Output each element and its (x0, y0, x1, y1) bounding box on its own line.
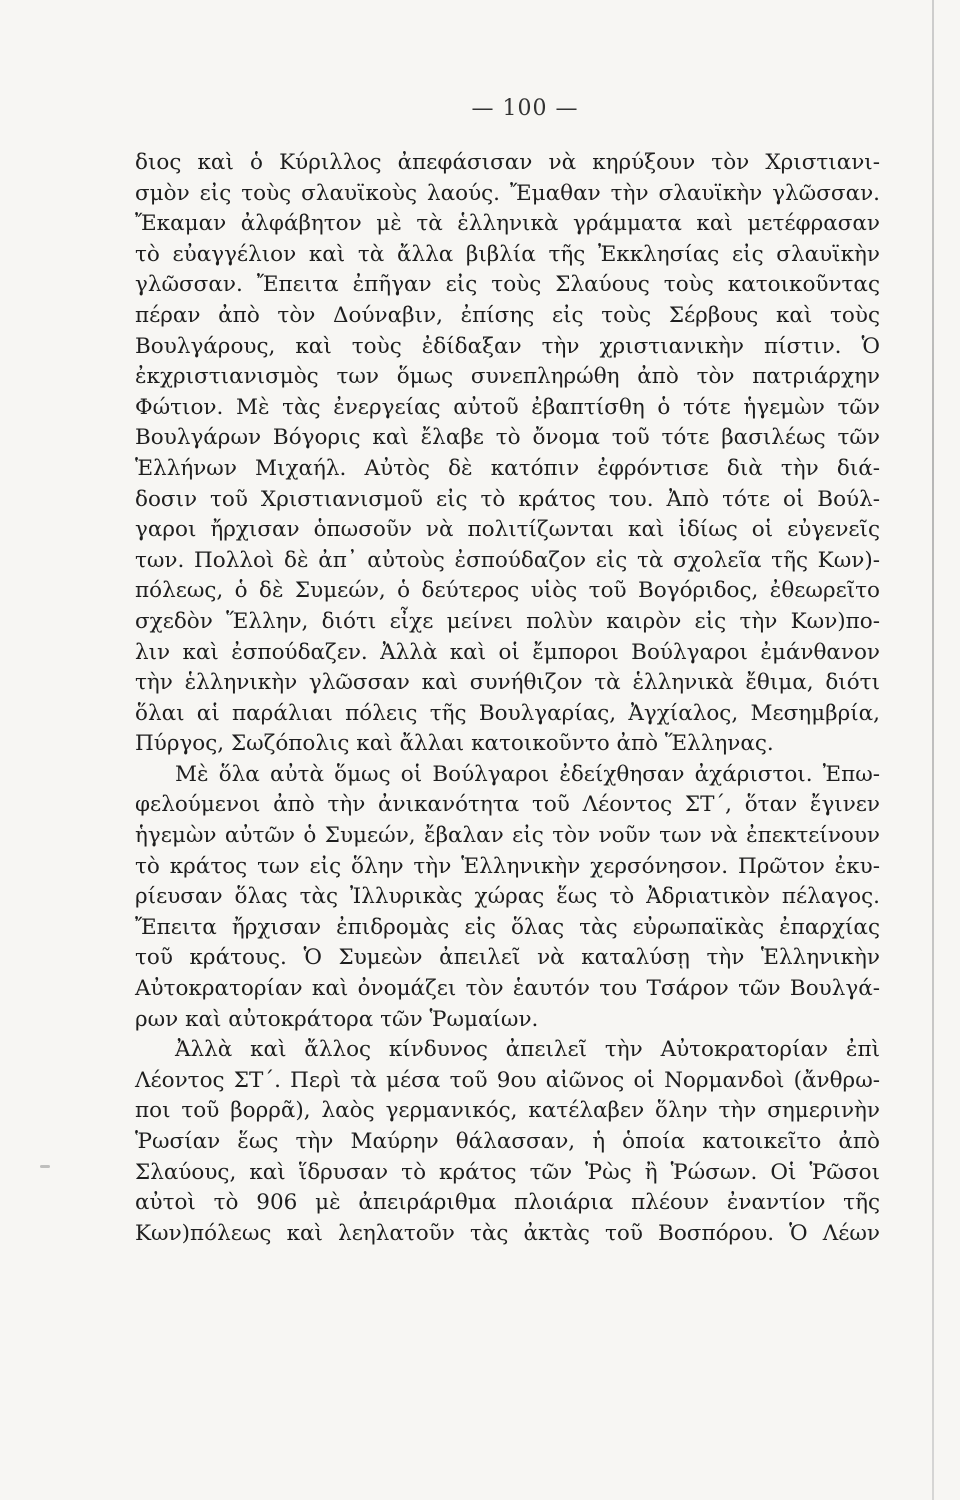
text-line: γλῶσσαν. Ἔπειτα ἐπῆγαν εἰς τοὺς Σλαύους τοὺς κατοικοῦντας (135, 272, 880, 298)
text-line: Βουλγάρους, καὶ τοὺς ἐδίδαξαν τὴν χριστιανικὴν πίστιν. Ὁ (135, 333, 880, 359)
ink-speck (40, 1165, 50, 1168)
page-number: — 100 — (471, 96, 579, 121)
text-line: πέραν ἀπὸ τὸν Δούναβιν, ἐπίσης εἰς τοὺς Σέρβους καὶ τοὺς (135, 302, 880, 328)
text-line: Βουλγάρων Βόγορις καὶ ἔλαβε τὸ ὄνομα τοῦ τότε βασιλέως τῶν (135, 425, 880, 451)
text-line: σμὸν εἰς τοὺς σλαυϊκοὺς λαούς. Ἔμαθαν τὴν σλαυϊκὴν γλῶσσαν. (135, 180, 880, 206)
text-line: Ἔκαμαν ἀλφάβητον μὲ τὰ ἑλληνικὰ γράμματα καὶ μετέφρασαν (135, 211, 880, 237)
text-line: λιν καὶ ἐσπούδαζεν. Ἀλλὰ καὶ οἱ ἔμποροι Βούλγαροι ἐμάνθανον (135, 639, 880, 665)
text-line: δοσιν τοῦ Χριστιανισμοῦ εἰς τὸ κράτος του. Ἀπὸ τότε οἱ Βούλ- (135, 486, 880, 512)
text-line: αὐτοὶ τὸ 906 μὲ ἀπειράριθμα πλοιάρια πλέουν ἐναντίον τῆς (135, 1190, 880, 1216)
text-line: τοῦ κράτους. Ὁ Συμεὼν ἀπειλεῖ νὰ καταλύσῃ τὴν Ἑλληνικὴν (135, 945, 880, 971)
text-line: φελούμενοι ἀπὸ τὴν ἀνικανότητα τοῦ Λέοντος ΣΤ΄, ὅταν ἔγινεν (135, 792, 880, 818)
text-line: Κων)πόλεως καὶ λεηλατοῦν τὰς ἀκτὰς τοῦ Βοσπόρου. Ὁ Λέων (135, 1220, 880, 1246)
text-line: Σλαύους, καὶ ἵδρυσαν τὸ κράτος τῶν Ῥὼς ἢ Ῥώσων. Οἱ Ῥῶσοι (135, 1159, 880, 1185)
text-line: ποι τοῦ βορρᾶ), λαὸς γερμανικός, κατέλαβεν ὅλην τὴν σημερινὴν (135, 1098, 880, 1124)
text-line: ρίευσαν ὅλας τὰς Ἰλλυρικὰς χώρας ἕως τὸ Ἀδριατικὸν πέλαγος. (135, 884, 880, 910)
text-line: τὸ εὐαγγέλιον καὶ τὰ ἄλλα βιβλία τῆς Ἐκκλησίας εἰς σλαυϊκὴν (135, 241, 880, 267)
text-line: ἐκχριστιανισμὸς των ὅμως συνεπληρώθη ἀπὸ τὸν πατριάρχην (135, 364, 880, 390)
text-line: Ἔπειτα ἤρχισαν ἐπιδρομὰς εἰς ὅλας τὰς εὐρωπαϊκὰς ἐπαρχίας (135, 914, 880, 940)
text-line: Ἀλλὰ καὶ ἄλλος κίνδυνος ἀπειλεῖ τὴν Αὐτοκρατορίαν ἐπὶ (175, 1037, 880, 1063)
body-text (135, 148, 880, 1249)
text-line: ἡγεμὼν αὐτῶν ὁ Συμεών, ἔβαλαν εἰς τὸν νοῦν των νὰ ἐπεκτείνουν (135, 823, 880, 849)
text-line: Ῥωσίαν ἕως τὴν Μαύρην θάλασσαν, ἡ ὁποία κατοικεῖτο ἀπὸ (135, 1129, 880, 1154)
text-line: πόλεως, ὁ δὲ Συμεών, ὁ δεύτερος υἱὸς τοῦ Βογόριδος, ἐθεωρεῖτο (135, 578, 880, 604)
text-line: Φώτιον. Μὲ τὰς ἐνεργείας αὐτοῦ ἐβαπτίσθη ὁ τότε ἡγεμὼν τῶν (135, 394, 880, 420)
text-line: Πύργος, Σωζόπολις καὶ ἄλλαι κατοικοῦντο ἀπὸ Ἕλληνας. (135, 731, 774, 757)
text-line: τὴν ἑλληνικὴν γλῶσσαν καὶ συνήθιζον τὰ ἑλληνικὰ ἔθιμα, διότι (135, 670, 880, 696)
page-edge-shadow (932, 0, 934, 1500)
text-line: ὅλαι αἱ παράλιαι πόλεις τῆς Βουλγαρίας, Ἀγχίαλος, Μεσημβρία, (135, 700, 880, 726)
text-line: σχεδὸν Ἕλλην, διότι εἶχε μείνει πολὺν καιρὸν εἰς τὴν Κων)πο- (135, 608, 880, 634)
text-line: τὸ κράτος των εἰς ὅλην τὴν Ἑλληνικὴν χερσόνησον. Πρῶτον ἐκυ- (135, 853, 880, 879)
text-line: διος καὶ ὁ Κύριλλος ἀπεφάσισαν νὰ κηρύξουν τὸν Χριστιανι- (135, 150, 880, 175)
text-line: γαροι ἤρχισαν ὁπωσοῦν νὰ πολιτίζωνται καὶ ἰδίως οἱ εὐγενεῖς (135, 517, 880, 543)
text-line: ρων καὶ αὐτοκράτορα τῶν Ῥωμαίων. (135, 1006, 539, 1032)
text-line: Ἑλλήνων Μιχαήλ. Αὐτὸς δὲ κατόπιν ἐφρόντισε διὰ τὴν διά- (135, 455, 880, 481)
text-line: Μὲ ὅλα αὐτὰ ὅμως οἱ Βούλγαροι ἐδείχθησαν ἀχάριστοι. Ἐπω- (175, 761, 880, 787)
text-line: Αὐτοκρατορίαν καὶ ὀνομάζει τὸν ἑαυτόν του Τσάρον τῶν Βουλγά- (135, 976, 880, 1002)
text-line: Λέοντος ΣΤ΄. Περὶ τὰ μέσα τοῦ 9ου αἰῶνος οἱ Νορμανδοὶ (ἄνθρω- (135, 1067, 880, 1093)
text-line: των. Πολλοὶ δὲ ἀπ᾽ αὐτοὺς ἐσπούδαζον εἰς τὰ σχολεῖα τῆς Κων)- (135, 547, 880, 573)
